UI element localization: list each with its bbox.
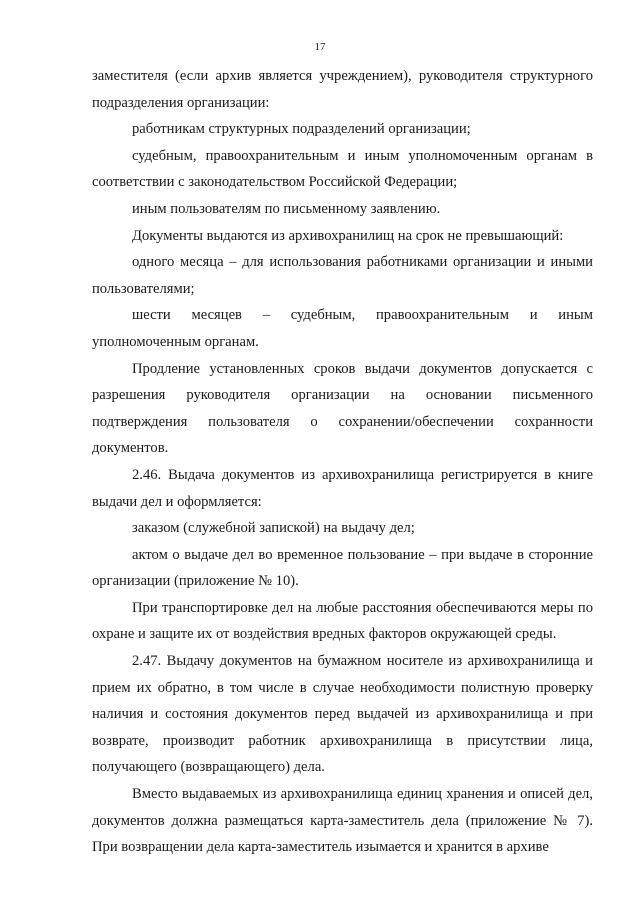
paragraph-14: Вместо выдаваемых из архивохранилища единиц хранения и описей дел, документов должна размещаться карта-заместитель дела (приложение № 7). При возвращении дела карта-заместитель изымается и хранится в архиве	[92, 786, 593, 856]
paragraph-9: 2.46. Выдача документов из архивохранилища регистрируется в книге выдачи дел и оформляется:	[92, 466, 593, 510]
word: и	[529, 307, 538, 324]
paragraph-7-line-2: уполномоченным органам.	[92, 333, 259, 350]
word: судебным,	[290, 307, 356, 324]
word: шести	[132, 307, 171, 324]
paragraph-1: заместителя (если архив является учреждением), руководителя структурного подразделения организации:	[92, 68, 593, 111]
word: правоохранительным	[376, 307, 509, 324]
paragraph-13: 2.47. Выдачу документов на бумажном носителе из архивохранилища и прием их обратно, в том числе в случае необходимости полистную проверку наличия и состояния документов перед выдачей из архивохранилища и при возврате, производит работник архивохранилища в присутствии лица, получающего (возвращающего) дела.	[92, 653, 593, 776]
paragraph-8: Продление установленных сроков выдачи документов допускается с разрешения руководителя организации на основании письменного подтверждения пользователя о сохранении/обеспечении сохранности документов.	[92, 360, 593, 457]
paragraph-3: судебным, правоохранительным и иным уполномоченным органам в соответствии с законодательством Российской Федерации;	[92, 147, 593, 191]
paragraph-11: актом о выдаче дел во временное пользование – при выдаче в сторонние организации (приложение № 10).	[92, 546, 593, 590]
word: месяцев	[191, 307, 242, 324]
paragraph-12: При транспортировке дел на любые расстояния обеспечиваются меры по охране и защите их от воздействия вредных факторов окружающей среды.	[92, 599, 593, 643]
paragraph-5: Документы выдаются из архивохранилищ на срок не превышающий:	[132, 227, 564, 244]
word: иным	[558, 307, 593, 324]
paragraph-6: одного месяца – для использования работниками организации и иными пользователями;	[92, 254, 593, 297]
paragraph-10: заказом (служебной запиской) на выдачу дел;	[132, 520, 415, 537]
paragraph-2: работникам структурных подразделений организации;	[132, 121, 471, 138]
page-number: 17	[314, 41, 326, 53]
document-body	[92, 63, 593, 861]
paragraph-7-line-1	[92, 302, 593, 329]
paragraph-4: иным пользователям по письменному заявлению.	[132, 200, 441, 217]
word: –	[262, 307, 270, 324]
